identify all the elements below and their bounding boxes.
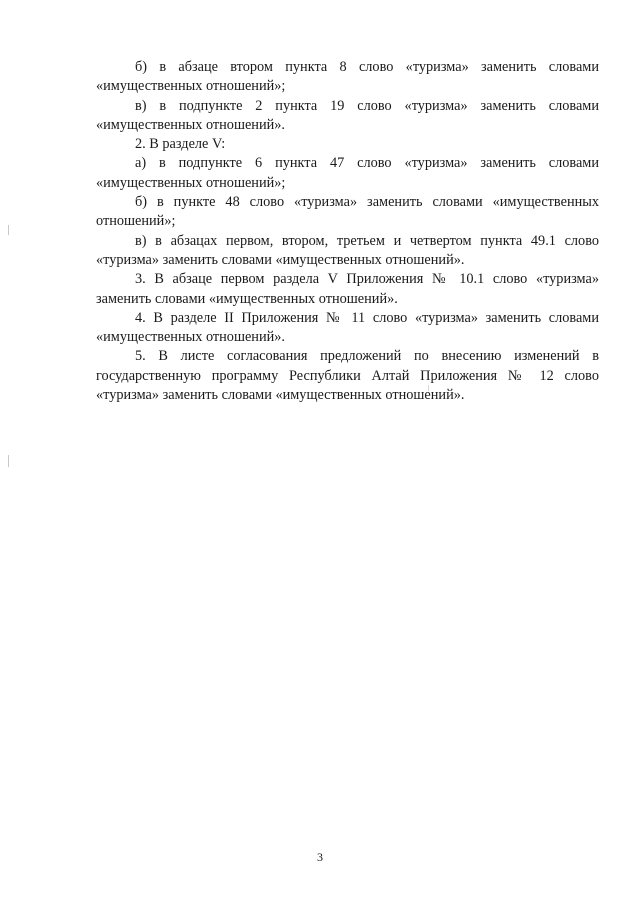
scan-artifact [8, 455, 9, 467]
paragraph-v-item-49-1: в) в абзацах первом, втором, третьем и четвертом пункта 49.1 слово «туризма» заменить словами «имущественных отношений». [96, 232, 599, 268]
scan-artifact [8, 225, 9, 235]
paragraph-b-item-8: б) в абзаце втором пункта 8 слово «туризма» заменить словами «имущественных отношений»; [96, 59, 599, 95]
section-3-paragraph: 3. В абзаце первом раздела V Приложения № 10.1 слово «туризма» заменить словами «имущественных отношений». [96, 271, 599, 307]
section-4-paragraph: 4. В разделе II Приложения № 11 слово «туризма» заменить словами «имущественных отношений». [96, 309, 599, 346]
section-5-paragraph: 5. В листе согласования предложений по внесению изменений в государственную программу Республики Алтай Приложения № 12 слово «туризма» заменить словами «имущественных отношений». [96, 348, 599, 404]
section-2-heading: 2. В разделе V: [135, 136, 226, 153]
paragraph-b-item-48: б) в пункте 48 слово «туризма» заменить словами «имущественных отношений»; [96, 194, 599, 230]
page-number: 3 [317, 850, 323, 864]
paragraph-v-item-19: в) в подпункте 2 пункта 19 слово «туризма» заменить словами «имущественных отношений». [96, 97, 599, 133]
paragraph-a-item-47: а) в подпункте 6 пункта 47 слово «туризма» заменить словами «имущественных отношений»; [96, 155, 599, 191]
document-body [96, 58, 599, 405]
